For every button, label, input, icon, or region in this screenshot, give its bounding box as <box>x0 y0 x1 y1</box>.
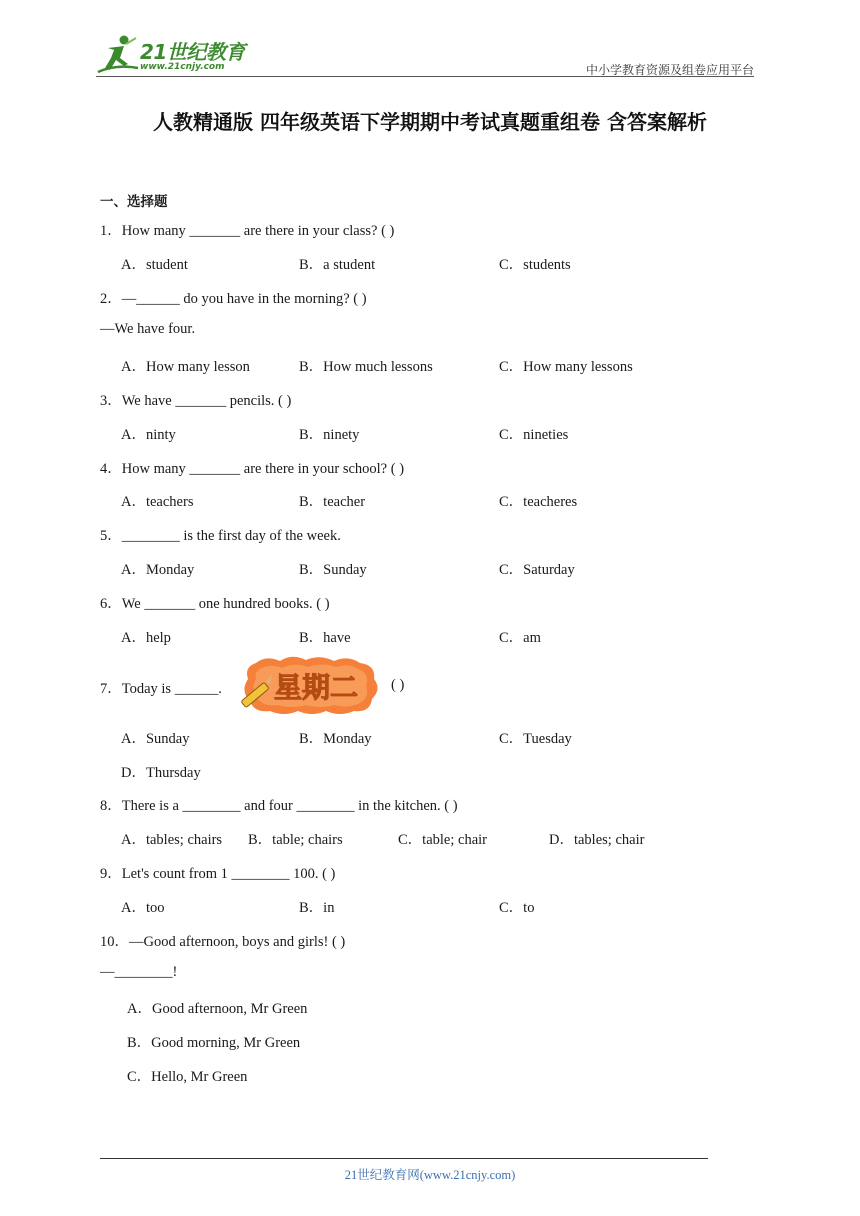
option-c[interactable]: C．students <box>499 257 571 273</box>
weekday-card-graphic <box>236 655 384 717</box>
weekday-image <box>236 655 384 717</box>
question-stem: 1．How many _______ are there in your class? ( ) <box>100 223 395 239</box>
header-divider <box>96 76 754 77</box>
option-c[interactable]: C．table; chair <box>398 832 487 848</box>
question-stem: 9．Let's count from 1 ________ 100. ( ) <box>100 866 336 882</box>
question-dialogue: —We have four. <box>100 321 196 337</box>
section-heading: 一、选择题 <box>100 194 168 210</box>
runner-icon <box>94 34 140 76</box>
option-c[interactable]: C．Saturday <box>499 562 575 578</box>
option-b[interactable]: B．Good morning, Mr Green <box>127 1035 301 1051</box>
question-stem: 7．Today is ______. <box>100 681 222 697</box>
question-stem: 6．We _______ one hundred books. ( ) <box>100 596 330 612</box>
option-c[interactable]: C．Hello, Mr Green <box>127 1069 248 1085</box>
option-a[interactable]: A．student <box>121 257 188 273</box>
option-a[interactable]: A．Monday <box>121 562 195 578</box>
site-logo[interactable] <box>94 34 264 76</box>
option-c[interactable]: C．teacheres <box>499 494 578 510</box>
page-title: 人教精通版 四年级英语下学期期中考试真题重组卷 含答案解析 <box>153 110 707 134</box>
option-a[interactable]: A．tables; chairs <box>121 832 223 848</box>
option-b[interactable]: B．table; chairs <box>248 832 343 848</box>
question-stem: 4．How many _______ are there in your school? ( ) <box>100 461 405 477</box>
option-b[interactable]: B．have <box>299 630 351 646</box>
option-b[interactable]: B．How much lessons <box>299 359 433 375</box>
question-stem: 3．We have _______ pencils. ( ) <box>100 393 292 409</box>
option-b[interactable]: B．in <box>299 900 335 916</box>
question-dialogue: —________! <box>100 964 178 980</box>
option-d[interactable]: D．Thursday <box>121 765 201 781</box>
question-stem: 10．—Good afternoon, boys and girls! ( ) <box>100 934 346 950</box>
option-d[interactable]: D．tables; chair <box>549 832 645 848</box>
option-c[interactable]: C．am <box>499 630 541 646</box>
option-a[interactable]: A．ninty <box>121 427 176 443</box>
platform-label: 中小学教育资源及组卷应用平台 <box>585 63 754 77</box>
option-c[interactable]: C．How many lessons <box>499 359 633 375</box>
option-b[interactable]: B．ninety <box>299 427 360 443</box>
option-b[interactable]: B．Sunday <box>299 562 367 578</box>
logo-text: 21世纪教育 <box>140 40 245 64</box>
option-a[interactable]: A．too <box>121 900 165 916</box>
option-a[interactable]: A．Good afternoon, Mr Green <box>127 1001 308 1017</box>
option-b[interactable]: B．Monday <box>299 731 372 747</box>
option-a[interactable]: A．teachers <box>121 494 194 510</box>
footer-link[interactable]: 21世纪教育网(www.21cnjy.com) <box>344 1168 516 1182</box>
logo-url: www.21cnjy.com <box>140 62 225 72</box>
option-c[interactable]: C．Tuesday <box>499 731 572 747</box>
question-stem: 5．________ is the first day of the week. <box>100 528 341 544</box>
option-a[interactable]: A．How many lesson <box>121 359 250 375</box>
option-b[interactable]: B．teacher <box>299 494 366 510</box>
question-stem: 8．There is a ________ and four ________ in the kitchen. ( ) <box>100 798 458 814</box>
footer-divider <box>100 1158 708 1159</box>
option-c[interactable]: C．nineties <box>499 427 569 443</box>
weekday-text: 星期二 <box>273 671 359 704</box>
page-header <box>0 0 860 80</box>
option-b[interactable]: B．a student <box>299 257 376 273</box>
option-a[interactable]: A．Sunday <box>121 731 190 747</box>
question-stem: 2．—______ do you have in the morning? ( ) <box>100 291 367 307</box>
option-c[interactable]: C．to <box>499 900 535 916</box>
option-a[interactable]: A．help <box>121 630 171 646</box>
answer-bracket: ( ) <box>391 677 405 693</box>
